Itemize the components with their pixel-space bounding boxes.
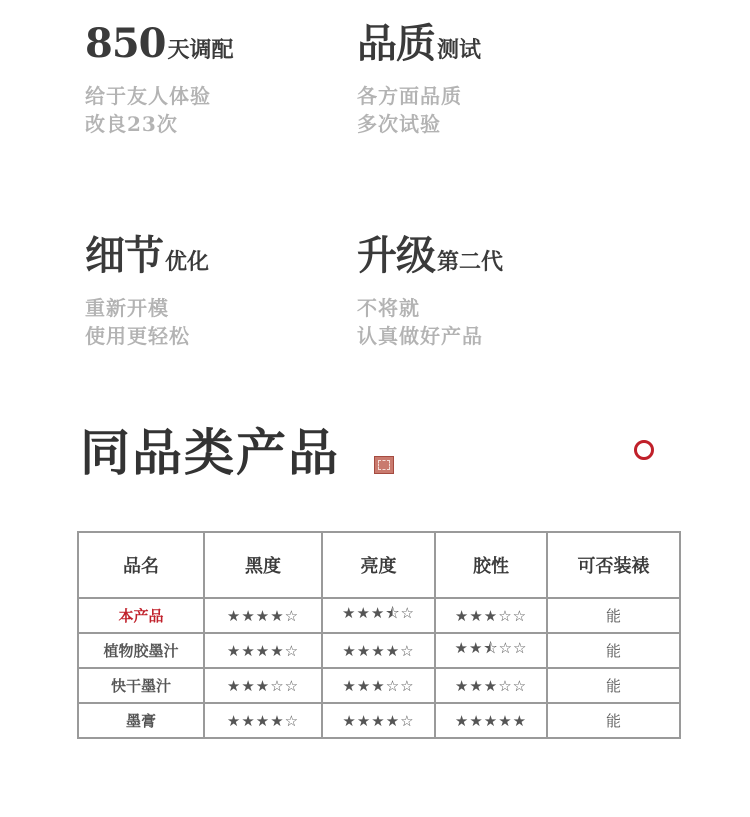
brightness-rating: ★★★★☆ — [322, 703, 435, 738]
blackness-rating: ★★★★☆ — [204, 703, 322, 738]
feature-quality — [357, 20, 482, 138]
mountable-value: 能 — [547, 598, 680, 633]
feature-heading-large: 850 — [85, 20, 166, 67]
mountable-value: 能 — [547, 633, 680, 668]
feature-line: 不将就 — [357, 296, 420, 320]
product-name: 植物胶墨汁 — [78, 633, 204, 668]
feature-line: 多次试验 — [357, 112, 441, 136]
feature-heading-large: 升级 — [357, 232, 435, 279]
feature-line: 改良23次 — [85, 112, 178, 136]
adhesion-rating: ★★⯪☆☆ — [435, 633, 547, 668]
feature-heading-small: 优化 — [165, 249, 210, 275]
product-name: 快干墨汁 — [78, 668, 204, 703]
product-name: 本产品 — [78, 598, 204, 633]
seal-stamp-icon — [374, 456, 394, 474]
circle-mark-icon — [634, 440, 654, 460]
feature-heading-large: 细节 — [85, 232, 163, 279]
feature-description — [357, 82, 481, 138]
feature-line: 重新开模 — [85, 296, 169, 320]
header-mountable: 可否装裱 — [547, 532, 680, 598]
table-row — [78, 633, 680, 668]
feature-description — [85, 294, 209, 350]
brightness-rating: ★★★⯪☆ — [322, 598, 435, 633]
feature-line: 给于友人体验 — [85, 84, 211, 108]
blackness-rating: ★★★★☆ — [204, 633, 322, 668]
brightness-rating: ★★★☆☆ — [322, 668, 435, 703]
blackness-rating: ★★★☆☆ — [204, 668, 322, 703]
feature-detail — [85, 232, 210, 350]
feature-blending — [85, 20, 234, 138]
feature-heading — [357, 20, 482, 67]
table-row — [78, 703, 680, 738]
feature-line: 使用更轻松 — [85, 324, 190, 348]
table-row — [78, 598, 680, 633]
table-row — [78, 668, 680, 703]
adhesion-rating: ★★★☆☆ — [435, 598, 547, 633]
header-product-name: 品名 — [78, 532, 204, 598]
feature-upgrade — [357, 232, 504, 350]
feature-heading — [85, 232, 210, 279]
feature-description — [85, 82, 234, 138]
header-brightness: 亮度 — [322, 532, 435, 598]
brightness-rating: ★★★★☆ — [322, 633, 435, 668]
table-header-row — [78, 532, 680, 598]
feature-description — [357, 294, 503, 350]
feature-heading — [357, 232, 504, 279]
feature-heading-small: 测试 — [437, 37, 482, 63]
header-blackness: 黑度 — [204, 532, 322, 598]
product-name: 墨膏 — [78, 703, 204, 738]
section-title: 同品类产品 — [80, 423, 340, 482]
mountable-value: 能 — [547, 668, 680, 703]
blackness-rating: ★★★★☆ — [204, 598, 322, 633]
adhesion-rating: ★★★☆☆ — [435, 668, 547, 703]
feature-heading-large: 品质 — [357, 20, 435, 67]
mountable-value: 能 — [547, 703, 680, 738]
adhesion-rating: ★★★★★ — [435, 703, 547, 738]
header-adhesion: 胶性 — [435, 532, 547, 598]
feature-heading-small: 第二代 — [437, 249, 504, 275]
feature-heading — [85, 20, 234, 67]
feature-line: 各方面品质 — [357, 84, 462, 108]
comparison-table — [77, 531, 681, 739]
feature-line: 认真做好产品 — [357, 324, 483, 348]
feature-heading-small: 天调配 — [167, 37, 234, 63]
